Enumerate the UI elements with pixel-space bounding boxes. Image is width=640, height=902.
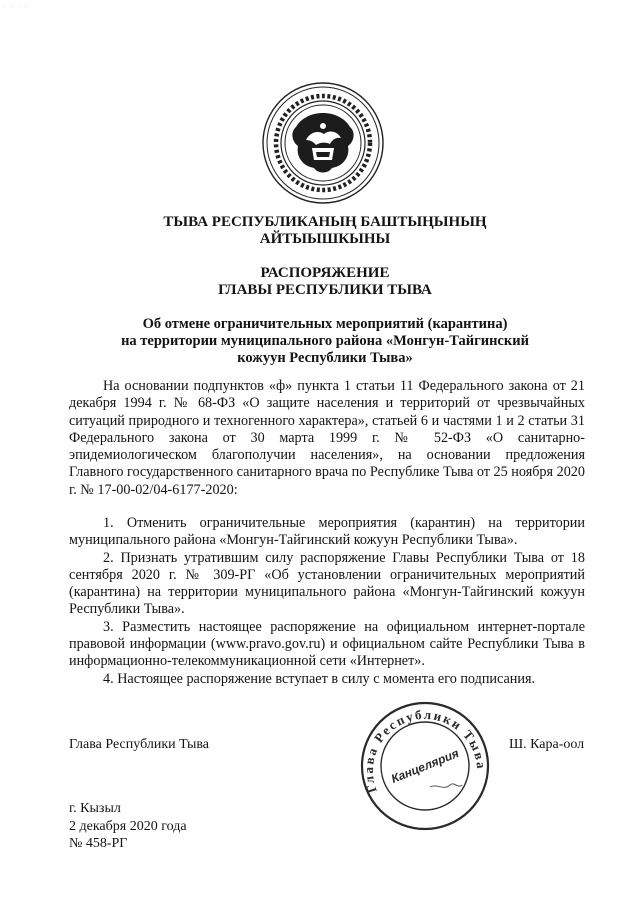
preamble: [69, 378, 585, 499]
order-item: 1. Отменить ограничительные мероприятия (карантин) на территории муниципального района «Монгун-Тайгинский кожуун Республики Тыва».: [69, 515, 585, 549]
document-number: № 458-РГ: [69, 836, 128, 851]
order-item: 2. Признать утратившим силу распоряжение Главы Республики Тыва от 18 сентября 2020 г. № 309-РГ «Об установлении ограничительных мероприятий (карантина) на территории муниципального района «Монгун-Тайгинский кожуун Республики Тыва».: [69, 549, 585, 618]
doctype-line-1: РАСПОРЯЖЕНИЕ: [260, 265, 390, 281]
subject-line-1: Об отмене ограничительных мероприятий (карантина): [142, 316, 508, 332]
stamp-center-text: Канцелярия: [389, 746, 461, 786]
signature-name: Ш. Кара-оол: [509, 737, 585, 752]
title-line-1: ТЫВА РЕСПУБЛИКАНЫҢ БАШТЫҢЫНЫҢ: [163, 214, 487, 230]
subject-line-2: на территории муниципального района «Монгун-Тайгинский: [121, 333, 529, 349]
preamble-text: На основании подпунктов «ф» пункта 1 статьи 11 Федерального закона от 21 декабря 1994 г. № 68-ФЗ «О защите населения и территорий от чрезвычайных ситуаций природного и техногенного характера», статьей 6 и частями 1 и 2 статьи 31 Федерального закона от 30 марта 1999 г. № 52-ФЗ «О санитарно-эпидемиологическом благополучии населения», на основании предложения Главного государственного санитарного врача по Республике Тыва от 25 ноября 2020 г. № 17-00-02/04-6177-2020:: [69, 378, 585, 498]
title-line-2: АЙТЫЫШКЫНЫ: [259, 231, 391, 247]
republic-emblem-icon: [262, 82, 384, 204]
subject-line-3: кожуун Республики Тыва»: [237, 350, 413, 366]
signature-position: Глава Республики Тыва: [69, 737, 210, 752]
scan-mark: · · · ·: [3, 4, 30, 10]
issue-city: г. Кызыл: [69, 801, 121, 816]
svg-text:Глава Республики Тыва: [361, 707, 489, 795]
document-subject: [70, 316, 580, 367]
republic-head-title: [70, 214, 580, 248]
order-items: [69, 515, 585, 688]
doctype-line-2: ГЛАВЫ РЕСПУБЛИКИ ТЫВА: [218, 282, 432, 298]
document-type: [70, 265, 580, 299]
stamp-ring-text: Глава Республики Тыва: [360, 706, 490, 795]
issue-details: [69, 800, 187, 853]
order-item: 3. Разместить настоящее распоряжение на официальном интернет-портале правовой информации (www.pravo.gov.ru) и официальном сайте Республики Тыва в информационно-телекоммуникационной сети «Интернет».: [69, 618, 585, 670]
order-item: 4. Настоящее распоряжение вступает в силу с момента его подписания.: [103, 670, 536, 687]
issue-date: 2 декабря 2020 года: [69, 818, 187, 834]
office-stamp-icon: [358, 699, 492, 833]
